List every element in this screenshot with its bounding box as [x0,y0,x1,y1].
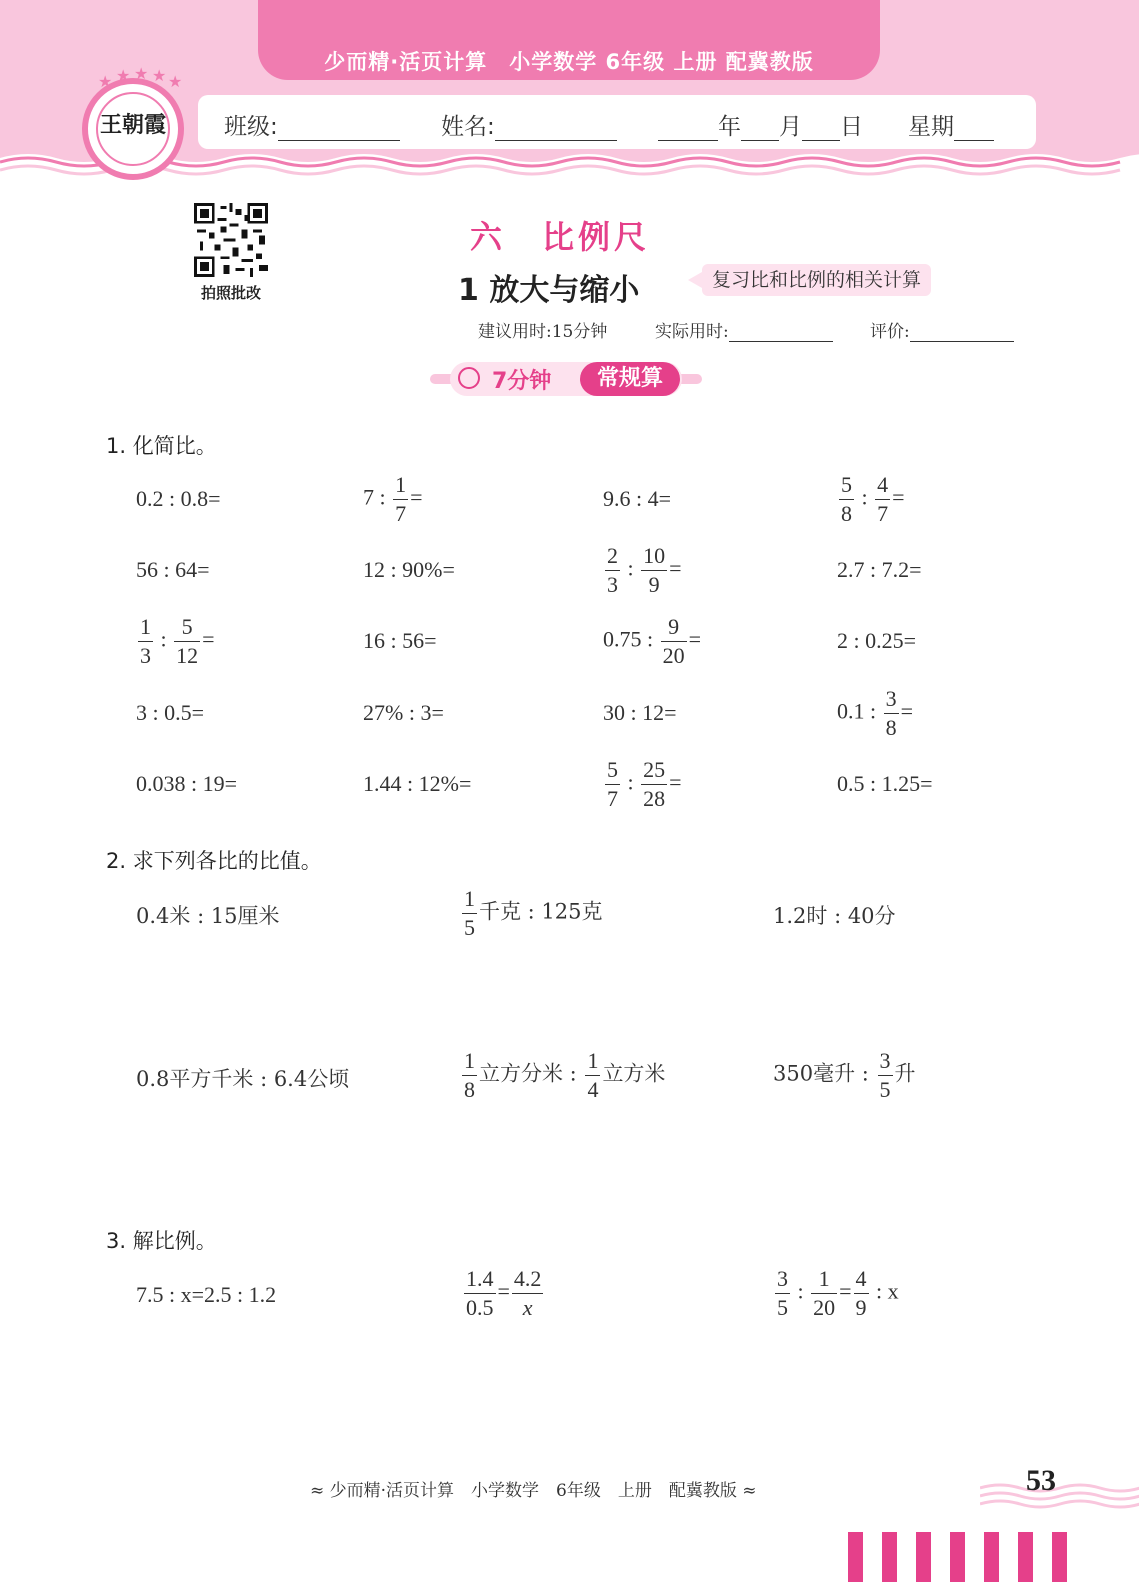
decorative-stripe [950,1532,965,1582]
q1-problem: 3 : 0.5= [136,700,205,725]
q1-problem: 0.2 : 0.8= [136,486,221,511]
q2-problem: $\frac{1}{5}$ 千克 : 125克 [464,886,603,940]
question-1-title: 1. 化简比。 [106,434,217,458]
date-field[interactable]: 年 月 日 [658,108,863,141]
star-icon: ★ [168,72,183,91]
q2-problem: 350毫升 : $\frac{3}{5}$ 升 [773,1048,916,1102]
qr-code-icon[interactable] [193,203,269,277]
q1-problem: 2 : 0.25= [837,628,917,653]
q1-problem: $\frac{5}{8}$ : $\frac{4}{7}$ = [841,472,905,526]
decorative-stripe [1018,1532,1033,1582]
q1-problem: 12 : 90%= [363,557,455,582]
q1-problem: $\frac{5}{7}$ : $\frac{25}{28}$ = [607,757,682,811]
banner-time: 7分钟 [492,369,552,394]
q2-problem: $\frac{1}{8}$ 立方分米 : $\frac{1}{4}$ 立方米 [464,1048,666,1102]
q1-problem: 9.6 : 4= [603,486,672,511]
class-field[interactable]: 班级: [224,108,400,141]
weekday-field[interactable]: 星期 [908,108,994,141]
qr-label: 拍照批改 [200,284,261,302]
q1-problem: $\frac{1}{3}$ : $\frac{5}{12}$ = [140,614,215,668]
q1-problem: 30 : 12= [603,700,677,725]
brand-logo [82,78,184,180]
clock-icon [458,367,480,389]
q3-problem: $\frac{1.4}{0.5}$ = $\frac{4.2}{x}$ [466,1266,542,1320]
lesson-title: 1 放大与缩小 [458,273,640,308]
footer-series: ≈ 少而精·活页计算 小学数学 6年级 上册 配冀教版 ≈ [310,1481,757,1501]
q1-problem: 27% : 3= [363,700,444,725]
review-tag-pointer [688,272,702,288]
q1-problem: 2.7 : 7.2= [837,557,922,582]
q1-problem: 0.5 : 1.25= [837,771,933,796]
decorative-stripe [916,1532,931,1582]
star-icon: ★ [152,66,167,85]
decorative-stripe [1052,1532,1067,1582]
brand-logo-text: 王朝霞 [99,112,166,138]
q2-problem: 0.8平方千米 : 6.4公顷 [136,1067,350,1091]
suggested-time: 建议用时:15分钟 [478,322,608,342]
q1-problem: 0.1 : $\frac{3}{8}$ = [837,686,914,740]
decorative-stripe [882,1532,897,1582]
q3-problem: 7.5 : x=2.5 : 1.2 [136,1282,277,1307]
chapter-title: 六 比例尺 [470,218,651,256]
q2-problem: 1.2时 : 40分 [773,904,896,928]
name-field[interactable]: 姓名: [441,108,617,141]
decorative-stripe [848,1532,863,1582]
series-title: 少而精·活页计算 小学数学 6年级 上册 配冀教版 [324,50,814,74]
q1-problem: 1.44 : 12%= [363,771,472,796]
question-2-title: 2. 求下列各比的比值。 [106,849,322,873]
question-3-title: 3. 解比例。 [106,1229,217,1253]
star-icon: ★ [134,64,149,83]
banner-type: 常规算 [580,362,680,396]
q1-problem: 56 : 64= [136,557,210,582]
q1-problem: $\frac{2}{3}$ : $\frac{10}{9}$ = [607,543,682,597]
actual-time-field[interactable]: 实际用时: [655,317,833,342]
q1-problem: 16 : 56= [363,628,437,653]
q1-problem: 0.038 : 19= [136,771,238,796]
decorative-stripe [984,1532,999,1582]
q1-problem: 7 : $\frac{1}{7}$ = [363,472,423,526]
page-number: 53 [1026,1464,1056,1497]
evaluation-field[interactable]: 评价: [870,317,1014,342]
star-icon: ★ [98,72,113,91]
q2-problem: 0.4米 : 15厘米 [136,904,280,928]
q3-problem: $\frac{3}{5}$ : $\frac{1}{20}$ = $\frac{4}{9}$ : x [777,1266,899,1320]
footer-wave [980,1478,1139,1518]
review-tag: 复习比和比例的相关计算 [702,264,931,296]
star-icon: ★ [116,66,131,85]
q1-problem: 0.75 : $\frac{9}{20}$ = [603,614,702,668]
